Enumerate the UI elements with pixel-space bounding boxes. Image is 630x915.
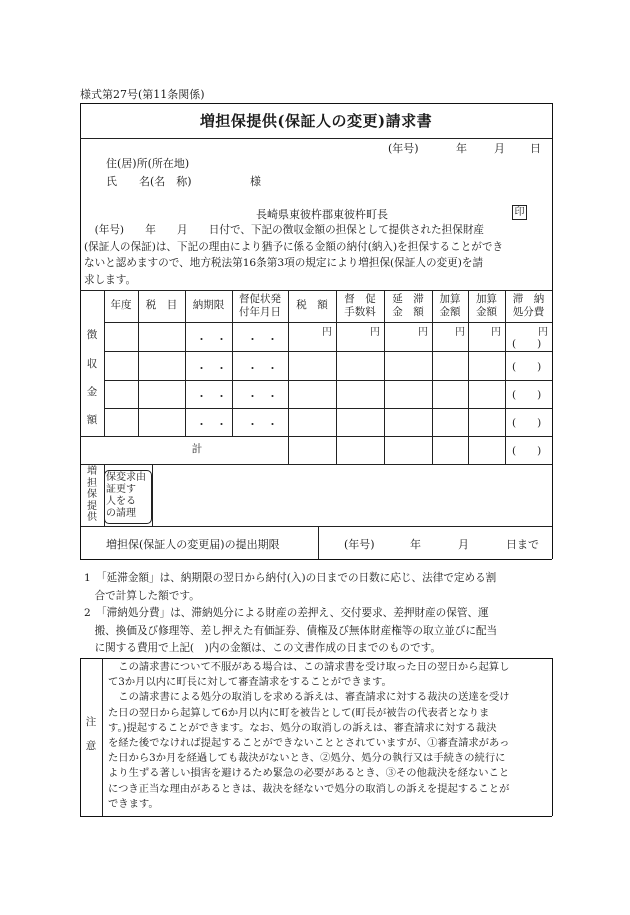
notice-date-dots: ・・: [247, 362, 287, 375]
request-line: (年号) 年 月 日付で、下記の徴収金額の担保として提供された担保財産: [84, 224, 485, 236]
caution-line: につき正当な理由があるときは、裁決を経ないで処分の取消しの訴えを提起することが: [108, 782, 510, 795]
due-date-dots: ・・: [196, 418, 236, 431]
reason-side-label: 増 担 保 提 供: [87, 466, 97, 523]
total-label: 計: [191, 443, 203, 455]
caution-label-char: 注: [85, 716, 97, 728]
col-disposition-cost: 滞 納 処分費: [512, 293, 545, 318]
yen-unit: 円: [418, 327, 428, 338]
disposition-paren: ( ): [512, 361, 542, 373]
reason-brace-text: 保変求由 証更す 人をる の請理: [106, 472, 146, 519]
caution-line: この請求書について不服がある場合は、この請求書を受け取った日の翌日から起算し: [108, 661, 510, 673]
disposition-paren: ( ): [512, 417, 542, 429]
deadline-month: 月: [458, 538, 469, 551]
caution-section: [108, 660, 550, 812]
due-date-dots: ・・: [196, 390, 236, 403]
seal-mark: 印: [512, 205, 527, 220]
note-line: 合で計算した額です。: [84, 589, 200, 602]
notice-date-dots: ・・: [247, 390, 287, 403]
caution-line: た日から3か月を経過しても裁決がないとき、②処分、処分の執行又は手続きの続行に: [108, 752, 506, 765]
honorific: 様: [250, 175, 261, 188]
col-tax-amount: 税 額: [296, 299, 328, 311]
yen-unit: 円: [538, 327, 548, 338]
caution-line: できます。: [108, 797, 159, 810]
col-year: 年度: [110, 299, 132, 311]
deadline-year: 年: [410, 538, 421, 551]
request-line: 求します。: [84, 273, 137, 286]
col-due-date: 納期限: [192, 299, 225, 311]
caution-line: を経た後でなければ提起することができないこととされていますが、①審査請求があっ: [108, 737, 510, 750]
deadline-until: 日まで: [506, 538, 539, 551]
due-date-dots: ・・: [196, 333, 236, 346]
address-label: 住(居)所(所在地): [106, 157, 190, 170]
col-additional-1: 加算 金額: [439, 293, 461, 318]
yen-unit: 円: [491, 327, 501, 338]
caution-line: より生ずる著しい損害を避けるため緊急の必要があるとき、③その他裁決を経ないこと: [108, 767, 510, 780]
issuer-name: 長崎県東彼杵郡東彼杵町長: [256, 208, 388, 221]
caution-line: この請求書による処分の取消しを求める訴えは、審査請求に対する裁決の送達を受け: [108, 691, 510, 704]
caution-label-char: 意: [85, 740, 97, 752]
caution-line: た日の翌日から起算して6か月以内に町を被告として(町長が被告の代表者となりま: [108, 706, 490, 719]
col-notice-date: 督促状発 付年月日: [239, 293, 281, 318]
col-late-charge: 延 滞 金 額: [392, 293, 424, 318]
note-line: 搬、換価及び修理等、差し押えた有価証券、債権及び無体財産権等の取立並びに配当: [84, 624, 498, 637]
side-label-char: 徴: [86, 329, 98, 341]
date-year: 年: [456, 142, 467, 155]
date-month: 月: [494, 142, 505, 155]
disposition-paren: ( ): [512, 445, 542, 457]
col-tax-item: 税 目: [145, 299, 178, 311]
disposition-paren: ( ): [512, 389, 542, 401]
col-reminder-fee: 督 促 手数料: [344, 293, 376, 318]
side-label-char: 金: [86, 386, 98, 398]
request-line: (保証人の保証)は、下記の理由により猶予に係る金額の納付(納入)を担保することができ: [84, 240, 504, 253]
side-label-char: 収: [86, 358, 98, 370]
notice-date-dots: ・・: [247, 333, 287, 346]
notes-section: [84, 570, 550, 658]
date-era: (年号): [388, 142, 419, 155]
deadline-era: (年号): [344, 538, 375, 551]
yen-unit: 円: [322, 327, 332, 338]
form-number: 様式第27号(第11条関係): [80, 88, 205, 101]
request-paragraph: [84, 222, 548, 288]
yen-unit: 円: [455, 327, 465, 338]
note-line: 2 「滞納処分費」は、滞納処分による財産の差押え、交付要求、差押財産の保管、運: [84, 607, 489, 619]
date-day: 日: [530, 142, 541, 155]
notice-date-dots: ・・: [247, 418, 287, 431]
col-additional-2: 加算 金額: [476, 293, 497, 318]
name-label: 氏 名(名 称): [106, 175, 192, 188]
note-line: に関する費用で上記( )内の金額は、この文書作成の日までのものです。: [84, 642, 442, 654]
disposition-paren: ( ): [512, 338, 542, 350]
due-date-dots: ・・: [196, 362, 236, 375]
document-title: 増担保提供(保証人の変更)請求書: [199, 112, 433, 130]
caution-line: す。)提起することができます。なお、処分の取消しの訴えは、審査請求に対する裁決: [108, 721, 497, 734]
side-label-char: 額: [86, 414, 98, 426]
caution-line: て3か月以内に町長に対して審査請求をすることができます。: [108, 676, 392, 689]
deadline-label: 増担保(保証人の変更届)の提出期限: [106, 538, 280, 551]
yen-unit: 円: [370, 327, 380, 338]
request-line: ないと認めますので、地方税法第16条第3項の規定により増担保(保証人の変更)を請: [84, 257, 484, 269]
note-line: 1 「延滞金額」は、納期限の翌日から納付(入)の日までの日数に応じ、法律で定める割: [84, 572, 497, 584]
